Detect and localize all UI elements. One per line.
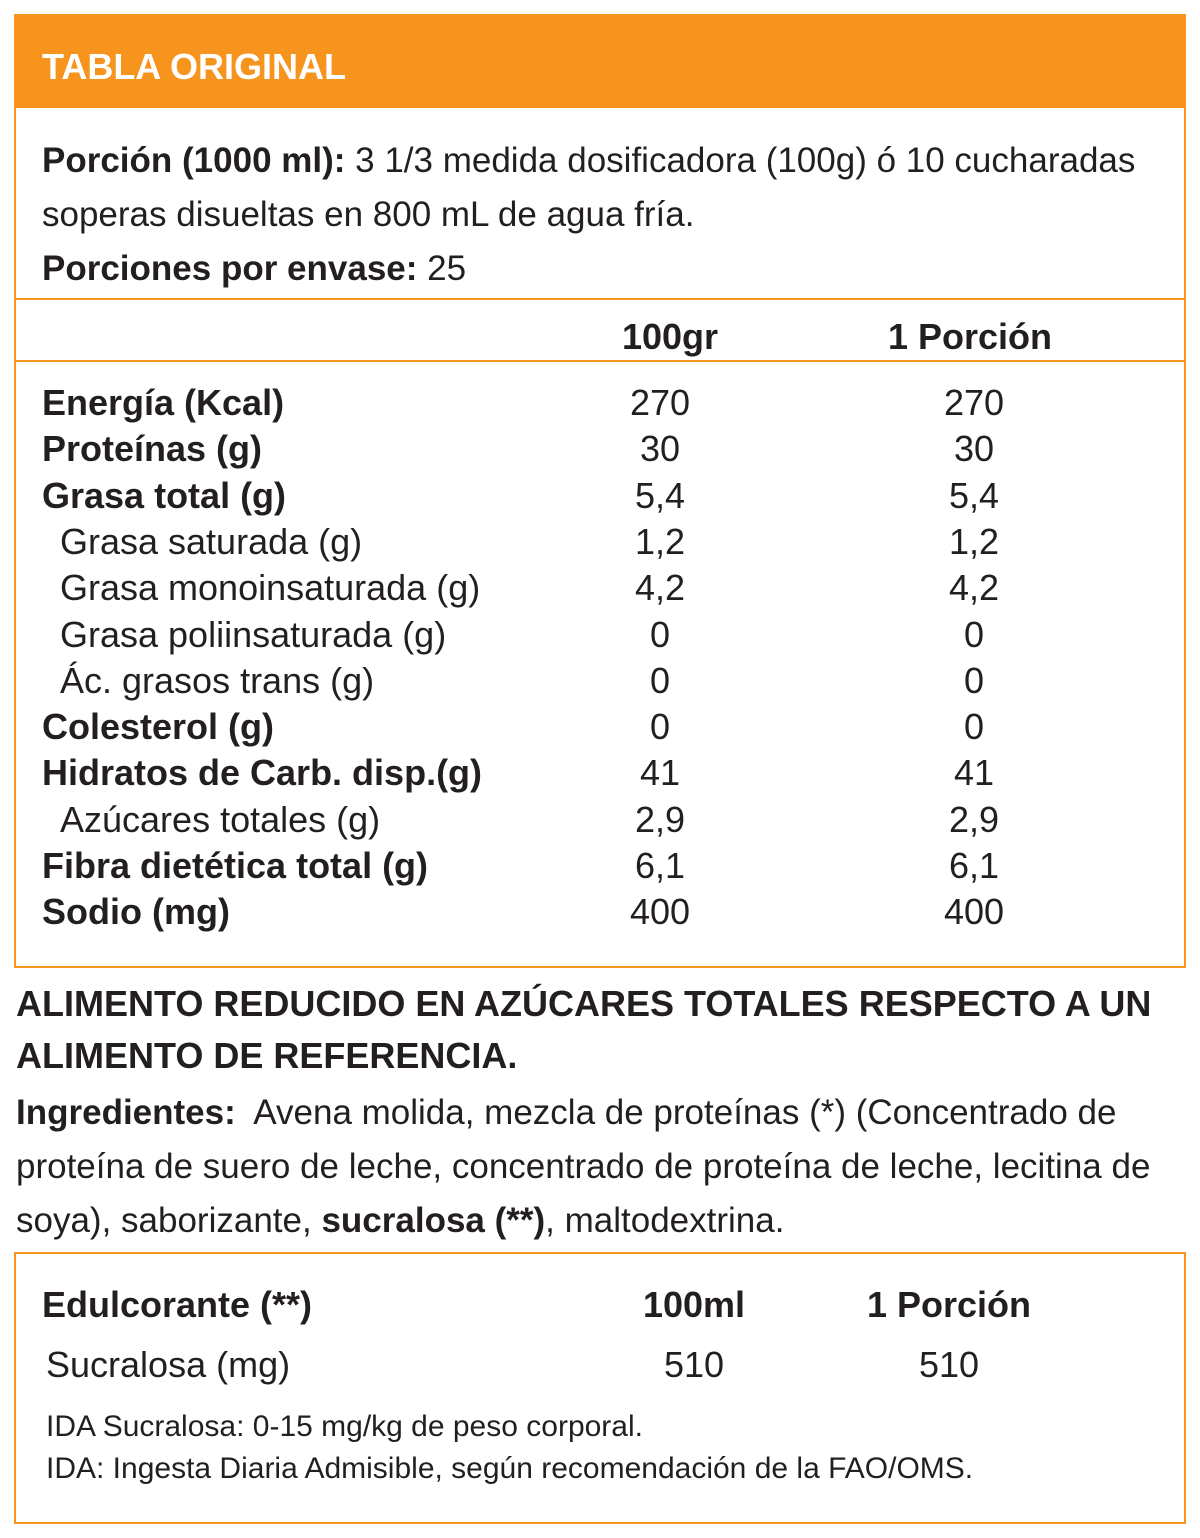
column-header-portion: 1 Porción [887, 316, 1053, 357]
nutrient-value-100gr: 4,2 [634, 567, 686, 609]
nutrient-value-100gr: 1,2 [634, 520, 686, 562]
nutrient-value-100gr: 2,9 [634, 798, 686, 840]
divider [16, 360, 1184, 362]
ingredients-text [16, 1086, 1191, 1248]
nutrient-value-portion: 400 [943, 891, 1005, 933]
nutrient-row [16, 612, 1184, 658]
nutrient-row [16, 704, 1184, 750]
sweetener-column-100ml: 100ml [642, 1284, 746, 1325]
sweetener-row-value-100ml: 510 [663, 1344, 725, 1385]
nutrient-label: Fibra dietética total (g) [42, 845, 429, 886]
nutrient-row [16, 380, 1184, 426]
nutrient-row [16, 843, 1184, 889]
nutrient-value-100gr: 6,1 [634, 845, 686, 886]
divider [16, 298, 1184, 300]
serving-text: 3 1/3 medida dosificadora (100g) ó 10 cucharadas soperas disueltas en 800 mL de agua fría. [42, 141, 1136, 234]
nutrient-value-100gr: 0 [649, 706, 671, 748]
nutrient-value-portion: 1,2 [948, 520, 1000, 562]
nutrition-table [14, 14, 1186, 968]
servings-per-package-value: 25 [427, 249, 467, 288]
nutrient-row [16, 750, 1184, 796]
nutrient-value-100gr: 5,4 [634, 474, 686, 516]
serving-label: Porción (1000 ml): [42, 141, 346, 180]
nutrient-value-portion: 2,9 [948, 798, 1000, 840]
sweetener-header-label: Edulcorante (**) [42, 1284, 313, 1325]
nutrient-row [16, 519, 1184, 565]
nutrient-label: Ác. grasos trans (g) [60, 659, 375, 701]
ingredients-label: Ingredientes: [16, 1093, 236, 1132]
nutrient-value-100gr: 41 [639, 752, 681, 794]
servings-per-package-label: Porciones por envase: [42, 249, 418, 288]
sweetener-row-label: Sucralosa (mg) [46, 1344, 291, 1385]
nutrient-value-100gr: 400 [629, 891, 691, 933]
nutrient-value-portion: 270 [943, 382, 1005, 423]
nutrient-row [16, 473, 1184, 519]
nutrient-value-portion: 0 [963, 706, 985, 748]
nutrient-label: Energía (Kcal) [42, 382, 285, 423]
ida-definition: IDA: Ingesta Diaria Admisible, según recomendación de la FAO/OMS. [46, 1452, 974, 1485]
nutrient-row [16, 658, 1184, 704]
servings-per-package [42, 242, 466, 296]
nutrient-value-portion: 0 [963, 659, 985, 701]
nutrition-claim: ALIMENTO REDUCIDO EN AZÚCARES TOTALES RESPECTO A UN ALIMENTO DE REFERENCIA. [16, 983, 1152, 1076]
nutrient-value-portion: 4,2 [948, 567, 1000, 609]
nutrient-value-portion: 6,1 [948, 845, 1000, 886]
nutrient-label: Grasa poliinsaturada (g) [60, 613, 447, 655]
nutrient-label: Grasa monoinsaturada (g) [60, 567, 481, 609]
sweetener-column-portion: 1 Porción [866, 1284, 1032, 1325]
nutrient-label: Sodio (mg) [42, 891, 230, 933]
sweetener-table [14, 1252, 1186, 1524]
ingredients-list: Avena molida, mezcla de proteínas (*) (Concentrado de proteína de suero de leche, concentrado de proteína de leche, lecitina de soya), saborizante, [16, 1093, 1151, 1240]
ingredients-sweetener: sucralosa (**) [321, 1201, 546, 1240]
nutrient-label: Grasa total (g) [42, 474, 287, 516]
nutrient-value-100gr: 0 [649, 659, 671, 701]
nutrient-row [16, 565, 1184, 611]
nutrient-label: Grasa saturada (g) [60, 520, 363, 562]
nutrient-value-portion: 5,4 [948, 474, 1000, 516]
nutrient-row [16, 797, 1184, 843]
nutrient-value-portion: 30 [953, 428, 995, 470]
serving-description [42, 134, 1182, 242]
nutrient-row [16, 426, 1184, 472]
nutrient-value-portion: 0 [963, 613, 985, 655]
ingredients-list-end: , maltodextrina. [545, 1201, 785, 1240]
nutrient-label: Azúcares totales (g) [60, 798, 381, 840]
sweetener-row-value-portion: 510 [918, 1344, 980, 1385]
nutrient-value-100gr: 0 [649, 613, 671, 655]
nutrient-value-portion: 41 [953, 752, 995, 794]
nutrient-label: Hidratos de Carb. disp.(g) [42, 752, 483, 794]
table-title: TABLA ORIGINAL [42, 46, 346, 87]
nutrient-value-100gr: 270 [629, 382, 691, 423]
column-header-100gr: 100gr [621, 316, 719, 357]
nutrient-row [16, 889, 1184, 935]
table-header [16, 16, 1184, 108]
nutrient-value-100gr: 30 [639, 428, 681, 470]
nutrient-label: Colesterol (g) [42, 706, 275, 748]
nutrient-label: Proteínas (g) [42, 428, 263, 470]
ida-note: IDA Sucralosa: 0-15 mg/kg de peso corporal. [46, 1410, 643, 1443]
